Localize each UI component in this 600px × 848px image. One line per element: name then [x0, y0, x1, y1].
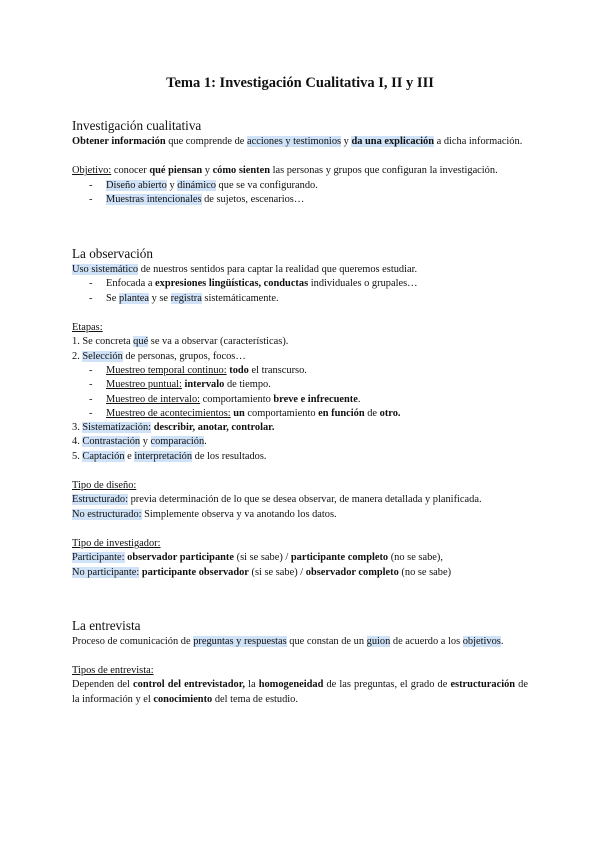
diseno-estructurado: Estructurado: previa determinación de lo que se desea observar, de manera detallada y planificada.	[72, 494, 482, 506]
investigador-participante: Participante: observador participante (si se sabe) / participante completo (no se sabe),	[72, 552, 443, 564]
list-item: - Diseño abierto y dinámico que se va configurando.	[89, 179, 528, 193]
section-heading: Investigación cualitativa	[72, 118, 202, 133]
bullet-list	[72, 277, 528, 306]
section-la-observacion	[72, 245, 528, 580]
investigador-label: Tipo de investigador:	[72, 537, 161, 549]
section-la-entrevista	[72, 617, 528, 707]
diseno-label: Tipo de diseño:	[72, 480, 137, 492]
list-item: - Muestreo puntual: intervalo de tiempo.	[89, 378, 528, 392]
etapa-5: 5. Captación e interpretación de los resultados.	[72, 450, 267, 462]
etapa-2: 2. Selección de personas, grupos, focos…	[72, 350, 246, 362]
etapa-1: 1. Se concreta qué se va a observar (características).	[72, 336, 289, 348]
list-item: - Muestras intencionales de sujetos, escenarios…	[89, 193, 528, 207]
etapa-4: 4. Contrastación y comparación.	[72, 436, 207, 448]
etapas-label: Etapas:	[72, 322, 103, 334]
bullet-list	[72, 179, 528, 208]
list-item: - Enfocada a expresiones lingüísticas, conductas individuales o grupales…	[89, 277, 528, 291]
paragraph: Proceso de comunicación de preguntas y respuestas que constan de un guion de acuerdo a los objetivos.	[72, 635, 504, 647]
list-item: - Muestreo de acontecimientos: un comportamiento en función de otro.	[89, 407, 528, 421]
diseno-no-estructurado: No estructurado: Simplemente observa y va anotando los datos.	[72, 508, 337, 520]
paragraph: Uso sistemático de nuestros sentidos para captar la realidad que queremos estudiar.	[72, 264, 418, 276]
list-item: - Muestreo de intervalo: comportamiento breve e infrecuente.	[89, 393, 528, 407]
section-investigacion-cualitativa	[72, 117, 528, 207]
etapa-3: 3. Sistematización: describir, anotar, controlar.	[72, 422, 275, 434]
muestreo-list	[72, 364, 528, 421]
list-item: - Muestreo temporal continuo: todo el transcurso.	[89, 364, 528, 378]
paragraph: Dependen del control del entrevistador, la homogeneidad de las preguntas, el grado de estructuración de la información y el conocimiento del tema de estudio.	[72, 679, 528, 705]
investigador-no-participante: No participante: participante observador (si se sabe) / observador completo (no se sabe)	[72, 566, 452, 578]
section-heading: La observación	[72, 246, 153, 262]
section-heading: La entrevista	[72, 617, 141, 633]
page-title: Tema 1: Investigación Cualitativa I, II y III	[166, 75, 434, 91]
list-item: - Se plantea y se registra sistemáticamente.	[89, 292, 528, 306]
tipos-entrevista-label: Tipos de entrevista:	[72, 665, 154, 677]
paragraph: Obtener información que comprende de acciones y testimonios y da una explicación a dicha información.	[72, 136, 523, 147]
objective-line: Objetivo: conocer qué piensan y cómo sienten las personas y grupos que configuran la investigación.	[72, 165, 498, 177]
